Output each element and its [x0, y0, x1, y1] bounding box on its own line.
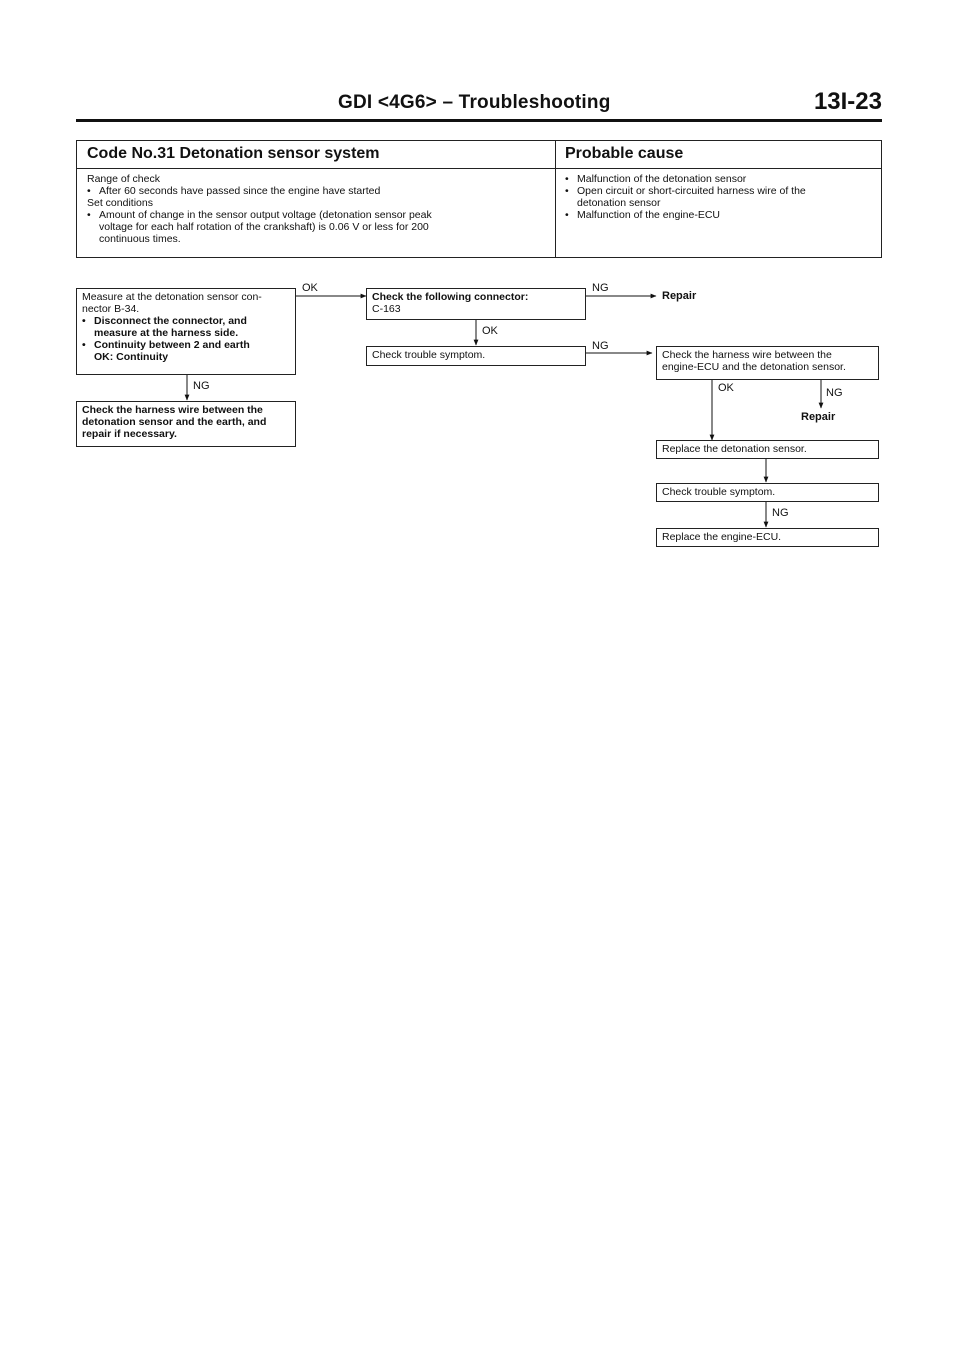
repair-label-1: Repair	[662, 290, 697, 302]
ok-label-connector: OK	[482, 325, 498, 337]
check-harness-earth-line3: repair if necessary.	[82, 428, 177, 440]
cause-item-3: • Malfunction of the engine-ECU	[565, 209, 873, 221]
cause-item-2-line2: detonation sensor	[577, 197, 661, 209]
page-number: 13I-23	[813, 88, 882, 115]
page-title: GDI <4G6> – Troubleshooting	[338, 92, 611, 113]
ng-label-connector: NG	[592, 282, 609, 294]
repair-label-2: Repair	[801, 411, 836, 423]
replace-ecu-text: Replace the engine-ECU.	[662, 531, 782, 543]
check-harness-ecu-box	[656, 346, 879, 380]
check-harness-earth-line2: detonation sensor and the earth, and	[82, 416, 267, 428]
check-harness-ecu-line1: Check the harness wire between the	[662, 349, 832, 361]
measure-line2: nector B-34.	[82, 303, 140, 315]
check-symptom-box-1	[366, 346, 586, 366]
cause-item-1: • Malfunction of the detonation sensor	[565, 173, 873, 185]
check-connector-box	[366, 288, 586, 320]
check-connector-line1: Check the following connector:	[372, 291, 529, 303]
ok-label-measure: OK	[302, 282, 318, 294]
ok-label-harness: OK	[718, 382, 734, 394]
ng-label-measure: NG	[193, 380, 210, 392]
set-item-line2: voltage for each half rotation of the crankshaft) is 0.06 V or less for 200	[99, 221, 429, 233]
range-label: Range of check	[87, 173, 160, 185]
check-connector-line2: C-163	[372, 303, 401, 315]
measure-ok-label: OK:	[94, 351, 114, 363]
measure-item2: • Continuity between 2 and earth	[82, 339, 290, 351]
check-symptom-2-text: Check trouble symptom.	[662, 486, 776, 498]
code-header: Code No.31 Detonation sensor system	[87, 145, 380, 162]
ng-label-symptom: NG	[592, 340, 609, 352]
measure-ok-value: Continuity	[116, 351, 169, 363]
ng-label-symptom2: NG	[772, 507, 789, 519]
range-item: • After 60 seconds have passed since the engine have started	[87, 185, 547, 197]
set-item-line1: • Amount of change in the sensor output voltage (detonation sensor peak	[87, 209, 547, 221]
check-symptom-1-text: Check trouble symptom.	[372, 349, 486, 361]
check-harness-ecu-line2: engine-ECU and the detonation sensor.	[662, 361, 846, 373]
check-harness-earth-box	[76, 401, 296, 447]
replace-ecu-box	[656, 528, 879, 547]
replace-sensor-text: Replace the detonation sensor.	[662, 443, 807, 455]
replace-sensor-box	[656, 440, 879, 459]
check-symptom-box-2	[656, 483, 879, 502]
measure-connector-box	[76, 288, 296, 375]
set-label: Set conditions	[87, 197, 153, 209]
set-item-line3: continuous times.	[99, 233, 181, 245]
ng-label-harness: NG	[826, 387, 843, 399]
measure-item1-line2: measure at the harness side.	[94, 327, 239, 339]
check-harness-earth-line1: Check the harness wire between the	[82, 404, 263, 416]
cause-item-2-line1: • Open circuit or short-circuited harness wire of the	[565, 185, 873, 197]
probable-cause-header: Probable cause	[565, 145, 684, 162]
measure-line1: Measure at the detonation sensor con-	[82, 291, 262, 303]
measure-item1-line1: • Disconnect the connector, and	[82, 315, 290, 327]
